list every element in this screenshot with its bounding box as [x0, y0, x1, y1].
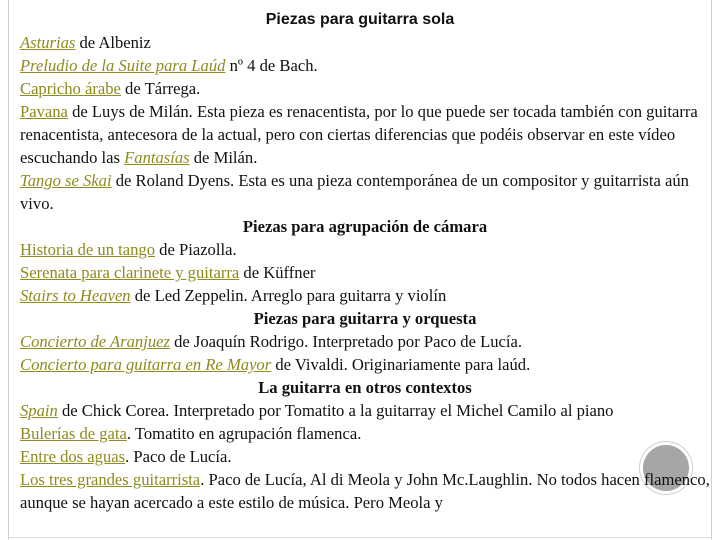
list-item	[20, 77, 710, 100]
slide-title: Piezas para guitarra sola	[265, 11, 455, 28]
link-serenata[interactable]: Serenata para clarinete y guitarra	[20, 263, 240, 282]
item-text: de Küffner	[239, 263, 316, 282]
link-historia-de-un-tango[interactable]: Historia de un tango	[20, 240, 156, 259]
list-item	[20, 261, 710, 284]
item-text: de Roland Dyens. Esta es una pieza contemporánea de un compositor y guitarrista aún vivo.	[20, 171, 689, 213]
link-bulerias-de-gata[interactable]: Bulerías de gata	[20, 424, 127, 443]
link-pavana[interactable]: Pavana	[20, 102, 68, 121]
slide-border-left	[8, 0, 9, 540]
list-item	[20, 330, 710, 353]
list-item	[20, 468, 710, 514]
link-capricho-arabe[interactable]: Capricho árabe	[20, 79, 121, 98]
list-item	[20, 169, 710, 215]
item-text: de Led Zeppelin. Arreglo para guitarra y violín	[130, 286, 447, 305]
slide-border-bottom	[8, 537, 712, 538]
link-concierto-re-mayor[interactable]: Concierto para guitarra en Re Mayor	[20, 355, 272, 374]
section-heading-orquesta: Piezas para guitarra y orquesta	[253, 309, 477, 328]
list-item	[20, 284, 710, 307]
item-text: de Joaquín Rodrigo. Interpretado por Paco de Lucía.	[169, 332, 523, 351]
list-item	[20, 238, 710, 261]
list-item	[20, 54, 710, 77]
item-text: de Piazolla.	[155, 240, 237, 259]
item-text: nº 4 de Bach.	[225, 56, 318, 75]
list-item	[20, 445, 710, 468]
link-entre-dos-aguas[interactable]: Entre dos aguas	[20, 447, 126, 466]
list-item	[20, 100, 710, 169]
link-preludio[interactable]: Preludio de la Suite para Laúd	[20, 56, 226, 75]
list-item	[20, 399, 710, 422]
slide-content	[20, 31, 710, 514]
item-text: . Paco de Lucía.	[125, 447, 232, 466]
item-text: . Tomatito en agrupación flamenca.	[126, 424, 362, 443]
link-asturias[interactable]: Asturias	[20, 33, 76, 52]
item-text: . Paco de Lucía, Al di Meola y John Mc.Laughlin. No todos hacen flamenco, aunque se hayan acercado a este estilo de música. Pero Meola y	[20, 470, 710, 512]
list-item	[20, 353, 710, 376]
list-item	[20, 422, 710, 445]
item-text: de Vivaldi. Originariamente para laúd.	[271, 355, 531, 374]
item-text: de Tárrega.	[120, 79, 201, 98]
list-item	[20, 31, 710, 54]
item-text: de Milán.	[189, 148, 258, 167]
link-fantasias[interactable]: Fantasías	[124, 148, 190, 167]
section-heading-camara: Piezas para agrupación de cámara	[242, 217, 488, 236]
slide-border-right	[711, 0, 712, 540]
section-heading-contextos: La guitarra en otros contextos	[258, 378, 472, 397]
link-spain[interactable]: Spain	[20, 401, 58, 420]
link-concierto-de-aranjuez[interactable]: Concierto de Aranjuez	[20, 332, 170, 351]
link-los-tres-grandes[interactable]: Los tres grandes guitarrista	[20, 470, 201, 489]
item-text: de Chick Corea. Interpretado por Tomatito a la guitarray el Michel Camilo al piano	[57, 401, 614, 420]
link-tango-se-skai[interactable]: Tango se Skai	[20, 171, 112, 190]
link-stairs-to-heaven[interactable]: Stairs to Heaven	[20, 286, 131, 305]
item-text: de Albeniz	[75, 33, 151, 52]
item-text: de Luys de Milán. Esta pieza es renacentista, por lo que puede ser tocada también con guitarra renacentista, antecesora de la actual, pero con ciertas diferencias que podéis observar en este vídeo escuchando las	[20, 102, 698, 167]
